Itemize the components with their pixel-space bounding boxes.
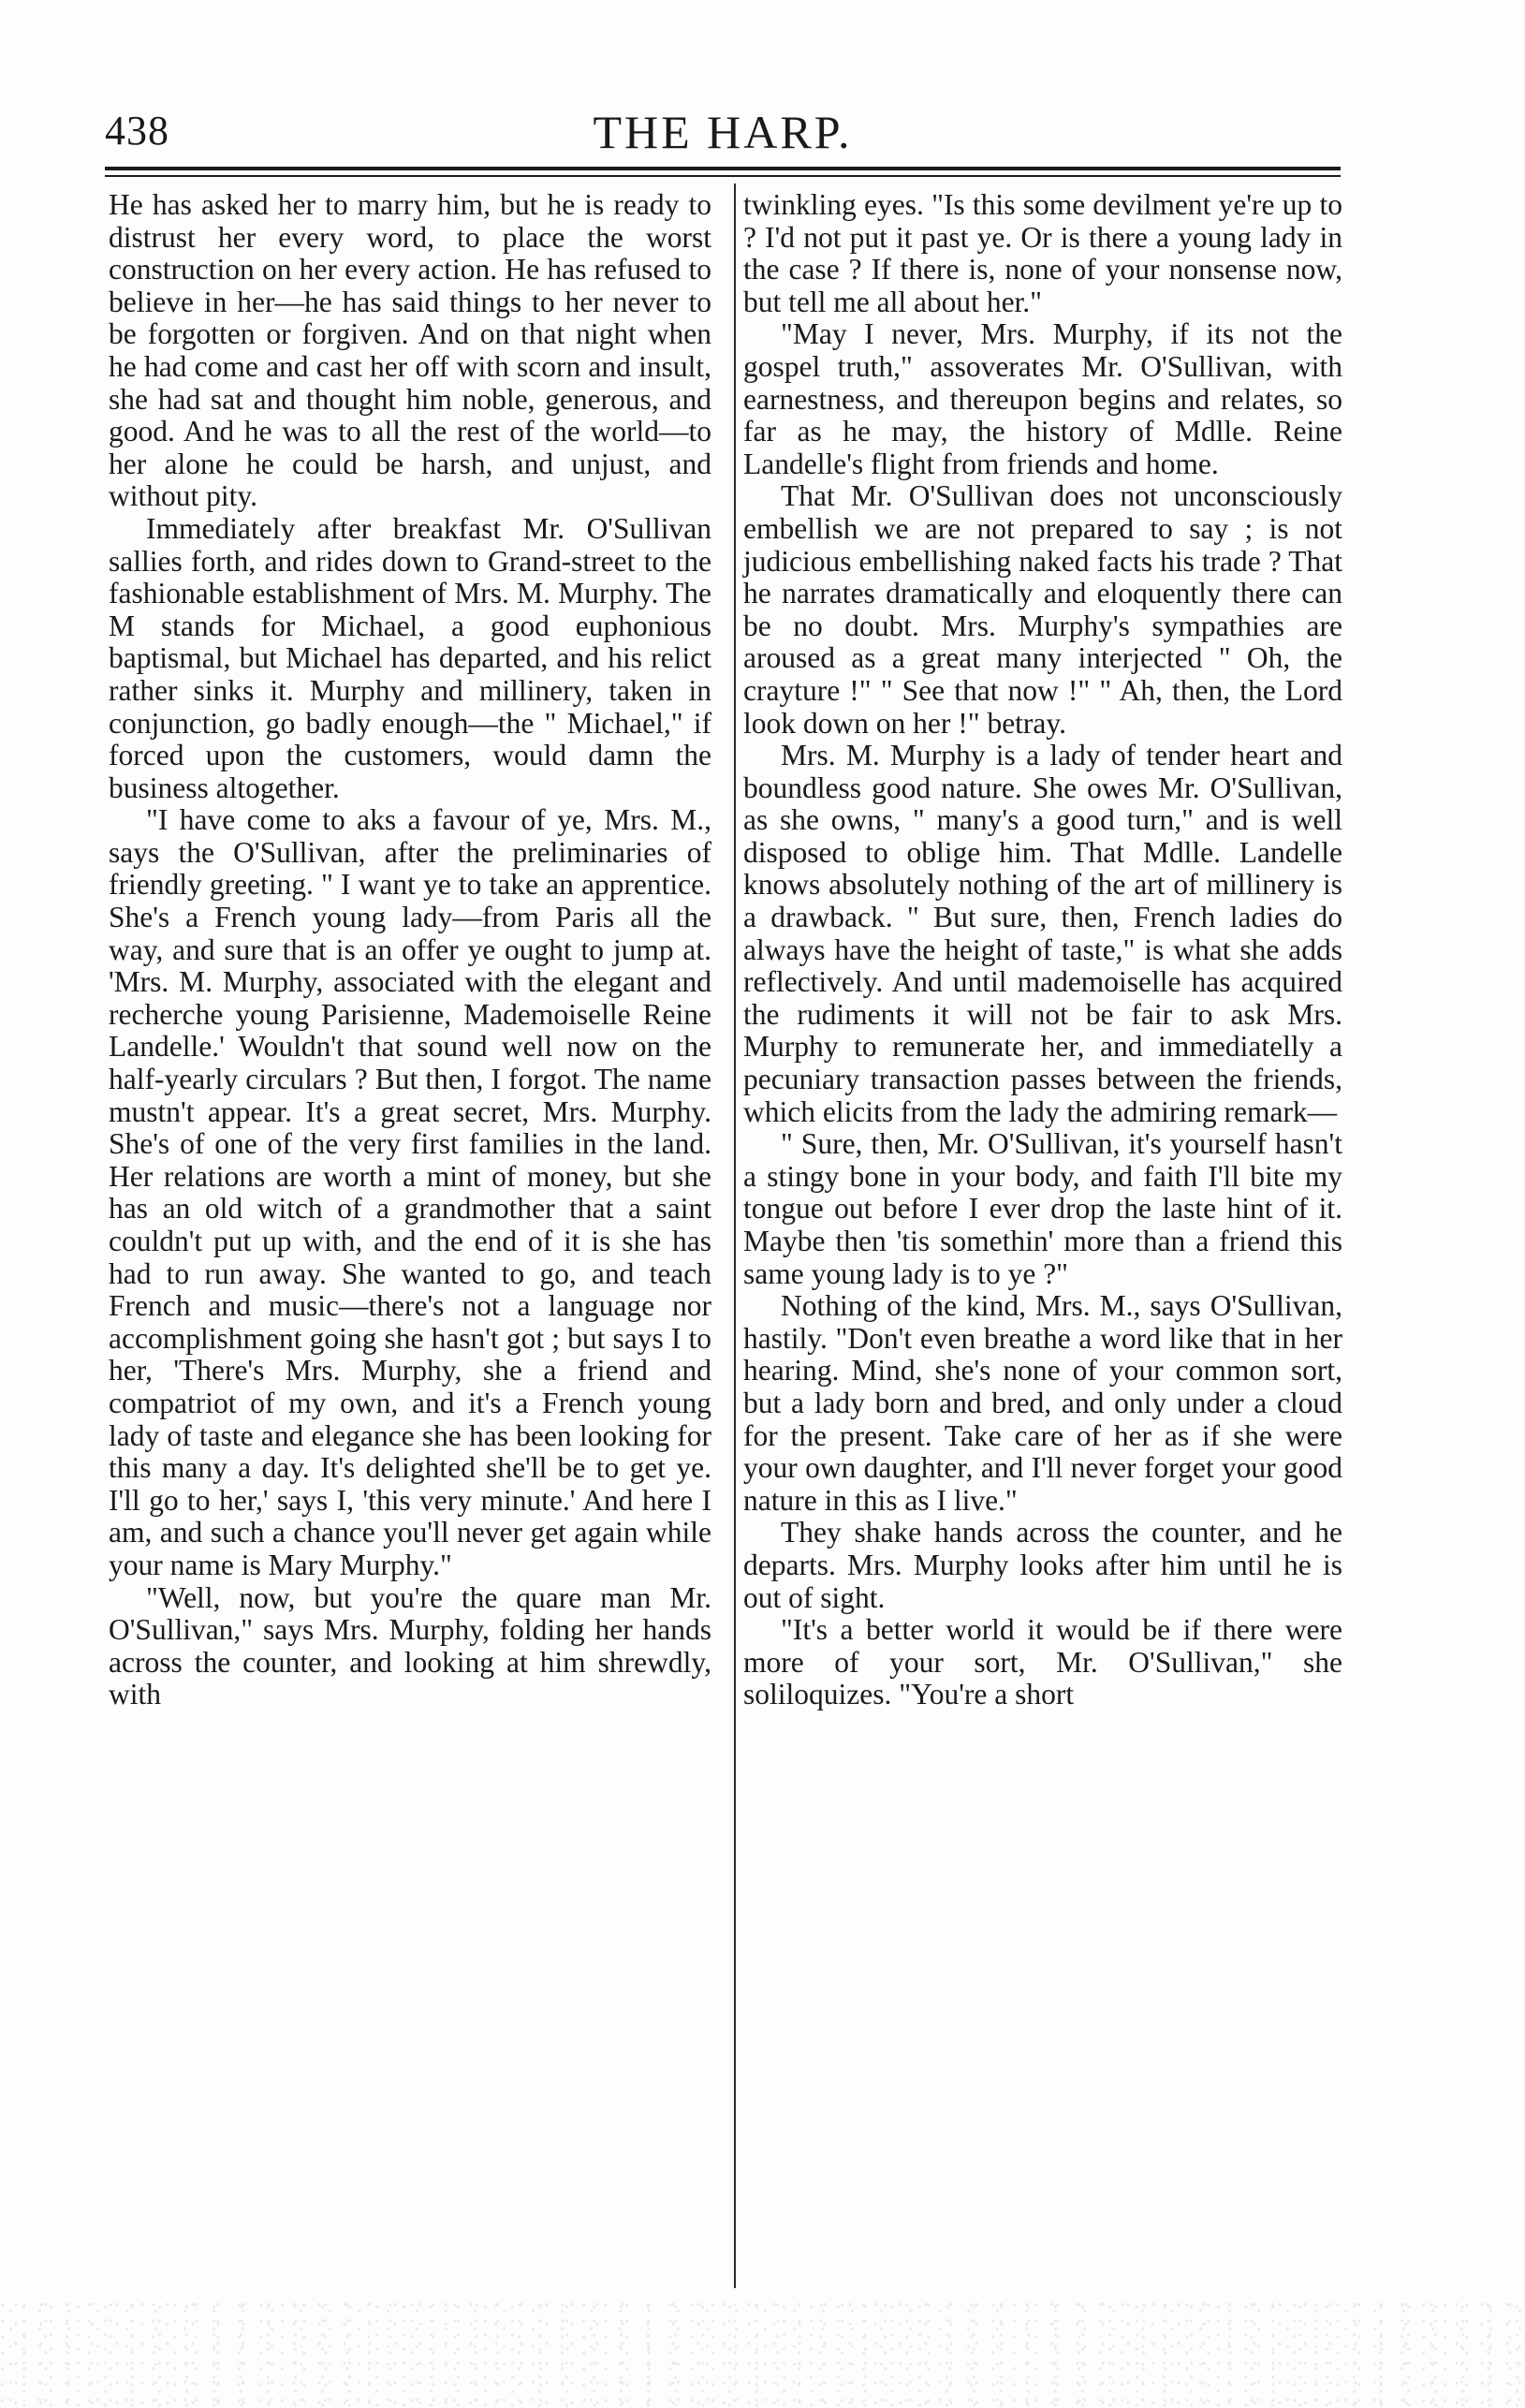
- header-rule-thin: [105, 175, 1341, 177]
- paragraph: " Sure, then, Mr. O'Sullivan, it's yourself hasn't a stingy bone in your body, and faith I'll bite my tongue out before I ever drop the laste hint of it. Maybe then 'tis somethin' more than a friend this same young lady is to ye ?": [743, 1127, 1342, 1290]
- paragraph: twinkling eyes. "Is this some devilment ye're up to ? I'd not put it past ye. Or is there a young lady in the case ? If there is, none of your nonsense now, but tell me all about her.": [743, 188, 1342, 318]
- page-number: 438: [105, 108, 169, 154]
- left-column: [109, 189, 711, 1711]
- header-rule-thick: [105, 167, 1341, 170]
- paragraph: "Well, now, but you're the quare man Mr. O'Sullivan," says Mrs. Murphy, folding her hands across the counter, and looking at him shrewdly, with: [109, 1580, 711, 1711]
- paragraph: Immediately after breakfast Mr. O'Sullivan sallies forth, and rides down to Grand-street to the fashionable establishment of Mrs. M. Murphy. The M stands for Michael, a good euphonious baptismal, but Michael has departed, and his relict rather sinks it. Murphy and millinery, taken in conjunction, go badly enough—the " Michael," if forced upon the customers, would damn the business altogether.: [109, 511, 711, 804]
- running-title: THE HARP.: [593, 106, 853, 158]
- paragraph: "I have come to aks a favour of ye, Mrs. M., says the O'Sullivan, after the preliminaries of friendly greeting. " I want ye to take an apprentice. She's a French young lady—from Paris all the way, and sure that is an offer ye ought to jump at. 'Mrs. M. Murphy, associated with the elegant and recherche young Parisienne, Mademoiselle Reine Landelle.' Wouldn't that sound well now on the half-yearly circulars ? But then, I forgot. The name mustn't appear. It's a great secret, Mrs. Murphy. She's of one of the very first families in the land. Her relations are worth a mint of money, but she has an old witch of a grandmother that a saint couldn't put up with, and the end of it is she has had to run away. She wanted to go, and teach French and music—there's not a language nor accomplishment going she hasn't got ; but says I to her, 'There's Mrs. Murphy, she a friend and compatriot of my own, and it's a French young lady of taste and elegance she has been looking for this many a day. It's delighted she'll be to get ye. I'll go to her,' says I, 'this very minute.' And here I am, and such a chance you'll never get again while your name is Mary Murphy.": [109, 803, 711, 1581]
- paragraph: Nothing of the kind, Mrs. M., says O'Sullivan, hastily. "Don't even breathe a word like that in her hearing. Mind, she's none of your common sort, but a lady born and bred, and only under a cloud for the present. Take care of her as if she were your own daughter, and I'll never forget your good nature in this as I live.": [743, 1289, 1342, 1517]
- paragraph: He has asked her to marry him, but he is ready to distrust her every word, to place the worst construction on her every action. He has refused to believe in her—he has said things to her never to be forgotten or forgiven. And on that night when he had come and cast her off with scorn and insult, she had sat and thought him noble, generous, and good. And he was to all the rest of the world—to her alone he could be harsh, and unjust, and without pity.: [109, 188, 711, 513]
- paper-texture: [0, 2298, 1525, 2408]
- paragraph: Mrs. M. Murphy is a lady of tender heart and boundless good nature. She owes Mr. O'Sullivan, as she owns, " many's a good turn," and is well disposed to oblige him. That Mdlle. Landelle knows absolutely nothing of the art of millinery is a drawback. " But sure, then, French ladies do always have the height of taste," is what she adds reflectively. And until mademoiselle has acquired the rudiments it will not be fair to ask Mrs. Murphy to remunerate her, and immediatelly a pecuniary transaction passes between the friends, which elicits from the lady the admiring remark—: [743, 739, 1342, 1128]
- paragraph: "May I never, Mrs. Murphy, if its not the gospel truth," assoverates Mr. O'Sullivan, with earnestness, and thereupon begins and relates, so far as he may, the history of Mdlle. Reine Landelle's flight from friends and home.: [743, 317, 1342, 480]
- page-header: [105, 101, 1341, 167]
- paragraph: That Mr. O'Sullivan does not unconsciously embellish we are not prepared to say ; is not judicious embellishing naked facts his trade ? That he narrates dramatically and eloquently there can be no doubt. Mrs. Murphy's sympathies are aroused as a great many interjected " Oh, the crayture !" " See that now !" " Ah, then, the Lord look down on her !" betray.: [743, 479, 1342, 740]
- column-divider: [734, 184, 736, 2288]
- paragraph: "It's a better world it would be if there were more of your sort, Mr. O'Sullivan," she soliloquizes. "You're a short: [743, 1613, 1342, 1711]
- right-column: [743, 189, 1342, 1711]
- paragraph: They shake hands across the counter, and he departs. Mrs. Murphy looks after him until he is out of sight.: [743, 1516, 1342, 1614]
